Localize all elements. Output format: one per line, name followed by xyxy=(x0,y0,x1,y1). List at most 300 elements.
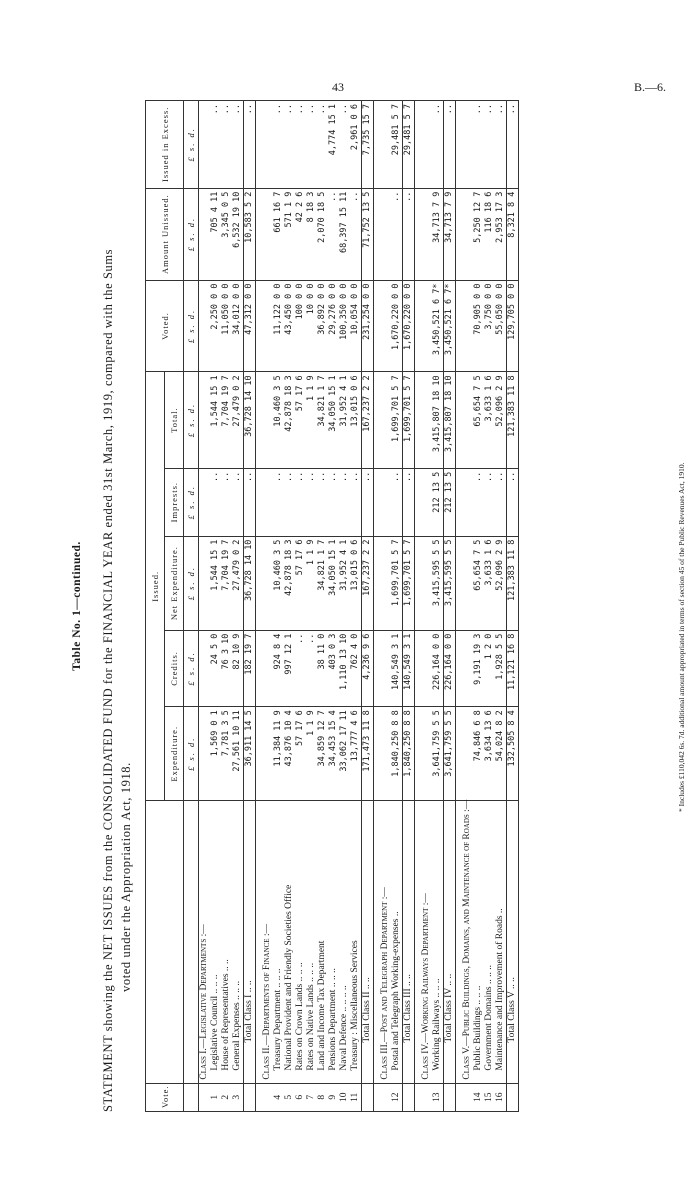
excess-cell: .. xyxy=(444,101,456,189)
voted-cell: 129,705 0 0 xyxy=(507,280,519,372)
table-row xyxy=(317,101,328,1112)
imprests-cell: .. xyxy=(273,468,284,536)
voted-cell: 2,250 0 0 xyxy=(210,280,221,372)
net-expenditure-cell xyxy=(262,536,273,630)
total-cell: 1,699,701 5 7 xyxy=(391,372,403,468)
vote-cell: 11 xyxy=(350,1083,362,1111)
net-expenditure-cell: 52,096 2 9 xyxy=(495,536,507,630)
imprests-cell: .. xyxy=(339,468,350,536)
unissued-cell: .. xyxy=(391,188,403,280)
vote-cell xyxy=(199,1083,211,1111)
voted-cell: 55,050 0 0 xyxy=(495,280,507,372)
excess-cell: .. xyxy=(244,101,256,189)
imprests-cell: .. xyxy=(495,468,507,536)
vote-cell: 12 xyxy=(391,1083,403,1111)
class-header-row xyxy=(380,101,391,1112)
expenditure-cell xyxy=(462,707,473,801)
unissued-cell: 3,345 0 5 xyxy=(221,188,232,280)
excess-cell: 29,481 5 7 xyxy=(391,101,403,189)
table-row xyxy=(273,101,284,1112)
vote-cell: 3 xyxy=(232,1083,244,1111)
class-header-row xyxy=(462,101,473,1112)
credits-cell: 226,164 0 0 xyxy=(444,630,456,707)
voted-cell: 231,254 0 0 xyxy=(362,280,374,372)
expenditure-cell: 7,781 3 5 xyxy=(221,707,232,801)
excess-cell: .. xyxy=(306,101,317,189)
imprests-cell: .. xyxy=(210,468,221,536)
expenditure-cell: 1 1 9 xyxy=(306,707,317,801)
total-row xyxy=(444,101,456,1112)
total-cell: 3,415,807 18 10 xyxy=(444,372,456,468)
voted-cell xyxy=(421,280,432,372)
expenditure-cell: 1,840,250 8 8 xyxy=(403,707,415,801)
description-cell: National Provident and Friendly Societies Office xyxy=(284,801,295,1083)
vote-cell xyxy=(362,1083,374,1111)
imprests-cell: .. xyxy=(328,468,339,536)
units-credits: £ s. d. xyxy=(184,630,199,707)
page-number: 43 xyxy=(332,80,344,94)
net-expenditure-cell: 1,699,701 5 7 xyxy=(391,536,403,630)
unissued-cell: 8 18 3 xyxy=(306,188,317,280)
header-description xyxy=(146,801,184,1083)
expenditure-cell: 74,846 6 8 xyxy=(473,707,484,801)
voted-cell: 100 0 0 xyxy=(295,280,306,372)
description-cell: Legislative Council .. .. .. xyxy=(210,801,221,1083)
voted-cell: 11,122 0 0 xyxy=(273,280,284,372)
header-credits: Credits. xyxy=(165,630,184,707)
expenditure-cell: 132,505 8 4 xyxy=(507,707,519,801)
vote-cell xyxy=(507,1083,519,1111)
expenditure-cell: 1,840,250 8 8 xyxy=(391,707,403,801)
total-cell: 167,237 2 2 xyxy=(362,372,374,468)
unissued-cell xyxy=(421,188,432,280)
units-expenditure: £ s. d. xyxy=(184,707,199,801)
net-expenditure-cell: 3,633 1 6 xyxy=(484,536,495,630)
vote-cell: 8 xyxy=(317,1083,328,1111)
excess-cell xyxy=(262,101,273,189)
credits-cell: 140,549 3 1 xyxy=(391,630,403,707)
net-expenditure-cell: 3,415,595 5 5 xyxy=(432,536,444,630)
credits-cell xyxy=(262,630,273,707)
net-expenditure-cell: 167,237 2 2 xyxy=(362,536,374,630)
unissued-cell xyxy=(462,188,473,280)
description-cell: Government Domains .. .. .. xyxy=(484,801,495,1083)
total-row xyxy=(403,101,415,1112)
description-cell: Total Class II .. .. xyxy=(362,801,374,1083)
excess-cell: .. xyxy=(495,101,507,189)
description-cell: Total Class V .. .. xyxy=(507,801,519,1083)
voted-cell: 36,892 0 0 xyxy=(317,280,328,372)
description-cell: Total Class III .. .. xyxy=(403,801,415,1083)
credits-cell: 1,110 13 10 xyxy=(339,630,350,707)
units-net-expenditure: £ s. d. xyxy=(184,536,199,630)
credits-cell: 11,121 16 8 xyxy=(507,630,519,707)
unissued-cell xyxy=(262,188,273,280)
imprests-cell: .. xyxy=(295,468,306,536)
total-cell: 1,699,701 5 7 xyxy=(403,372,415,468)
credits-cell: .. xyxy=(295,630,306,707)
table-row xyxy=(391,101,403,1112)
imprests-cell: .. xyxy=(244,468,256,536)
header-voted: Voted. xyxy=(146,280,184,372)
excess-cell: .. xyxy=(295,101,306,189)
voted-cell: 34,012 0 0 xyxy=(232,280,244,372)
vote-cell: 5 xyxy=(284,1083,295,1111)
description-cell: Rates on Crown Lands .. .. .. xyxy=(295,801,306,1083)
total-cell: 1 1 9 xyxy=(306,372,317,468)
imprests-cell: .. xyxy=(350,468,362,536)
excess-cell: .. xyxy=(273,101,284,189)
unissued-cell: 6,532 19 10 xyxy=(232,188,244,280)
unissued-cell: .. xyxy=(403,188,415,280)
header-issued-in-excess: Issued in Excess. xyxy=(146,101,184,189)
net-expenditure-cell: 121,383 11 8 xyxy=(507,536,519,630)
credits-cell: 24 5 0 xyxy=(210,630,221,707)
total-cell: 57 17 6 xyxy=(295,372,306,468)
vote-cell xyxy=(380,1083,391,1111)
net-expenditure-cell: 1 1 9 xyxy=(306,536,317,630)
voted-cell: 10 0 0 xyxy=(306,280,317,372)
description-cell: Public Buildings .. .. .. xyxy=(473,801,484,1083)
imprests-cell: .. xyxy=(403,468,415,536)
credits-cell: 38 11 0 xyxy=(317,630,328,707)
appropriation-table xyxy=(145,100,519,1112)
net-expenditure-cell xyxy=(199,536,211,630)
vote-cell xyxy=(244,1083,256,1111)
net-expenditure-cell: 13,015 0 6 xyxy=(350,536,362,630)
description-cell: Maintenance and Improvement of Roads .. xyxy=(495,801,507,1083)
table-title: Table No. 1—continued. xyxy=(71,541,83,671)
units-imprests: £ s. d. xyxy=(184,468,199,536)
expenditure-cell xyxy=(199,707,211,801)
net-expenditure-cell xyxy=(421,536,432,630)
net-expenditure-cell: 1,699,701 5 7 xyxy=(403,536,415,630)
credits-cell xyxy=(380,630,391,707)
total-cell: 36,728 14 10 xyxy=(244,372,256,468)
class-header-row xyxy=(421,101,432,1112)
voted-cell: 43,450 0 0 xyxy=(284,280,295,372)
credits-cell: 4,236 9 6 xyxy=(362,630,374,707)
vote-cell: 2 xyxy=(221,1083,232,1111)
total-cell: 34,050 15 1 xyxy=(328,372,339,468)
unissued-cell: .. xyxy=(350,188,362,280)
excess-cell: .. xyxy=(473,101,484,189)
expenditure-cell: 34,859 12 7 xyxy=(317,707,328,801)
voted-cell: 10,054 0 0 xyxy=(350,280,362,372)
units-excess: £ s. d. xyxy=(184,101,199,189)
imprests-cell: .. xyxy=(507,468,519,536)
imprests-cell xyxy=(462,468,473,536)
voted-cell: 29,276 0 0 xyxy=(328,280,339,372)
excess-cell: .. xyxy=(284,101,295,189)
net-expenditure-cell: 31,952 4 1 xyxy=(339,536,350,630)
net-expenditure-cell: 27,479 0 2 xyxy=(232,536,244,630)
unissued-cell: 71,752 13 5 xyxy=(362,188,374,280)
expenditure-cell: 3,641,759 5 5 xyxy=(444,707,456,801)
header-amount-unissued: Amount Unissued. xyxy=(146,188,184,280)
expenditure-cell xyxy=(262,707,273,801)
credits-cell: 82 10 9 xyxy=(232,630,244,707)
vote-cell: 6 xyxy=(295,1083,306,1111)
description-cell: Class I.—Legislative Departments :— xyxy=(199,801,211,1083)
excess-cell: 7,735 15 7 xyxy=(362,101,374,189)
unissued-cell: 571 1 9 xyxy=(284,188,295,280)
voted-cell: 47,312 0 0 xyxy=(244,280,256,372)
table-row xyxy=(295,101,306,1112)
imprests-cell: .. xyxy=(484,468,495,536)
credits-cell: 1,928 5 5 xyxy=(495,630,507,707)
excess-cell xyxy=(380,101,391,189)
credits-cell: 9,191 19 3 xyxy=(473,630,484,707)
description-cell: Total Class I .. .. xyxy=(244,801,256,1083)
net-expenditure-cell: 34,821 1 7 xyxy=(317,536,328,630)
total-cell: 13,015 0 6 xyxy=(350,372,362,468)
expenditure-cell xyxy=(380,707,391,801)
vote-cell: 13 xyxy=(432,1083,444,1111)
unissued-cell: 705 4 11 xyxy=(210,188,221,280)
excess-cell xyxy=(199,101,211,189)
table-row xyxy=(484,101,495,1112)
table-row xyxy=(432,101,444,1112)
statement-line-2: voted under the Appropriation Act, 1918. xyxy=(119,762,133,992)
voted-cell: 3,450,521 6 7* xyxy=(432,280,444,372)
unissued-cell: 661 16 7 xyxy=(273,188,284,280)
excess-cell: .. xyxy=(317,101,328,189)
description-cell: Total Class IV .. .. xyxy=(444,801,456,1083)
credits-cell: 1 2 0 xyxy=(484,630,495,707)
statement-line-1: STATEMENT showing the NET ISSUES from the CONSOLIDATED FUND for the FINANCIAL YEAR ended 31st March, 1919, compared with the Sums xyxy=(101,248,115,1112)
net-expenditure-cell: 10,460 3 5 xyxy=(273,536,284,630)
total-cell: 7,704 19 7 xyxy=(221,372,232,468)
vote-cell xyxy=(462,1083,473,1111)
description-cell: Naval Defence .. .. .. .. xyxy=(339,801,350,1083)
header-vote: Vote. xyxy=(146,1083,184,1111)
imprests-cell: .. xyxy=(317,468,328,536)
expenditure-cell: 11,384 11 9 xyxy=(273,707,284,801)
imprests-cell: .. xyxy=(221,468,232,536)
header-imprests: Imprests. xyxy=(165,468,184,536)
vote-cell: 16 xyxy=(495,1083,507,1111)
unissued-cell xyxy=(199,188,211,280)
imprests-cell: 212 13 5 xyxy=(444,468,456,536)
class-header-row xyxy=(262,101,273,1112)
expenditure-cell: 13,777 4 6 xyxy=(350,707,362,801)
unissued-cell: 34,713 7 9 xyxy=(432,188,444,280)
table-row xyxy=(339,101,350,1112)
description-cell: Working Railways .. .. .. xyxy=(432,801,444,1083)
expenditure-cell: 27,561 10 11 xyxy=(232,707,244,801)
header-expenditure: Expenditure. xyxy=(165,707,184,801)
voted-cell xyxy=(262,280,273,372)
expenditure-cell: 1,569 0 1 xyxy=(210,707,221,801)
units-unissued: £ s. d. xyxy=(184,188,199,280)
net-expenditure-cell: 1,544 15 1 xyxy=(210,536,221,630)
credits-cell: 182 19 7 xyxy=(244,630,256,707)
vote-cell: 1 xyxy=(210,1083,221,1111)
units-vote xyxy=(184,1083,199,1111)
table-row xyxy=(284,101,295,1112)
excess-cell: 4,774 15 1 xyxy=(328,101,339,189)
imprests-cell: 212 13 5 xyxy=(432,468,444,536)
table-row xyxy=(473,101,484,1112)
total-row xyxy=(507,101,519,1112)
net-expenditure-cell: 42,878 18 3 xyxy=(284,536,295,630)
credits-cell: .. xyxy=(306,630,317,707)
excess-cell: 2,961 0 6 xyxy=(350,101,362,189)
excess-cell: .. xyxy=(210,101,221,189)
credits-cell: 76 3 10 xyxy=(221,630,232,707)
vote-cell: 14 xyxy=(473,1083,484,1111)
net-expenditure-cell: 57 17 6 xyxy=(295,536,306,630)
credits-cell: 924 8 4 xyxy=(273,630,284,707)
footnote: * Includes £110,042 6s. 7d. additional amount appropriated in terms of section 45 of the Public Revenues Act, 1910. xyxy=(677,462,686,812)
header-net-expenditure: Net Expenditure. xyxy=(165,536,184,630)
vote-cell xyxy=(403,1083,415,1111)
vote-cell xyxy=(262,1083,273,1111)
imprests-cell xyxy=(199,468,211,536)
excess-cell: .. xyxy=(221,101,232,189)
header-issued: Issued. xyxy=(146,372,165,801)
total-row xyxy=(362,101,374,1112)
voted-cell: 3,450,521 6 7* xyxy=(444,280,456,372)
units-voted: £ s. d. xyxy=(184,280,199,372)
class-header-row xyxy=(199,101,211,1112)
total-cell: 34,821 1 7 xyxy=(317,372,328,468)
credits-cell: 762 4 0 xyxy=(350,630,362,707)
excess-cell: 29,481 5 7 xyxy=(403,101,415,189)
table-row xyxy=(495,101,507,1112)
vote-cell: 4 xyxy=(273,1083,284,1111)
credits-cell: 140,549 3 1 xyxy=(403,630,415,707)
total-cell: 10,460 3 5 xyxy=(273,372,284,468)
net-expenditure-cell: 34,050 15 1 xyxy=(328,536,339,630)
unissued-cell xyxy=(380,188,391,280)
net-expenditure-cell: 65,654 7 5 xyxy=(473,536,484,630)
credits-cell: 403 0 3 xyxy=(328,630,339,707)
expenditure-cell: 34,453 15 4 xyxy=(328,707,339,801)
total-cell xyxy=(380,372,391,468)
vote-cell: 9 xyxy=(328,1083,339,1111)
unissued-cell: 68,397 15 11 xyxy=(339,188,350,280)
expenditure-cell: 3,634 13 6 xyxy=(484,707,495,801)
excess-cell: .. xyxy=(507,101,519,189)
unissued-cell: 8,321 8 4 xyxy=(507,188,519,280)
voted-cell: 3,750 0 0 xyxy=(484,280,495,372)
voted-cell: 1,670,220 0 0 xyxy=(391,280,403,372)
table-body xyxy=(199,101,519,1112)
expenditure-cell: 43,876 10 4 xyxy=(284,707,295,801)
units-description xyxy=(184,801,199,1083)
voted-cell: 1,670,220 0 0 xyxy=(403,280,415,372)
imprests-cell xyxy=(380,468,391,536)
description-cell: House of Representatives .. .. xyxy=(221,801,232,1083)
voted-cell xyxy=(199,280,211,372)
excess-cell: .. xyxy=(339,101,350,189)
vote-cell: 10 xyxy=(339,1083,350,1111)
vote-cell xyxy=(421,1083,432,1111)
total-cell: 3,633 1 6 xyxy=(484,372,495,468)
net-expenditure-cell xyxy=(380,536,391,630)
imprests-cell: .. xyxy=(362,468,374,536)
credits-cell: 997 12 1 xyxy=(284,630,295,707)
table-row xyxy=(306,101,317,1112)
total-cell xyxy=(262,372,273,468)
excess-cell xyxy=(421,101,432,189)
total-cell: 27,479 0 2 xyxy=(232,372,244,468)
vote-cell xyxy=(444,1083,456,1111)
net-expenditure-cell: 7,704 19 7 xyxy=(221,536,232,630)
statement-heading xyxy=(99,100,135,1112)
credits-cell xyxy=(462,630,473,707)
expenditure-cell: 57 17 6 xyxy=(295,707,306,801)
imprests-cell: .. xyxy=(473,468,484,536)
total-cell: 121,383 11 8 xyxy=(507,372,519,468)
excess-cell: .. xyxy=(484,101,495,189)
imprests-cell xyxy=(262,468,273,536)
table-row xyxy=(232,101,244,1112)
voted-cell xyxy=(380,280,391,372)
description-cell: Rates on Native Lands .. .. .. xyxy=(306,801,317,1083)
credits-cell xyxy=(199,630,211,707)
description-cell: Treasury : Miscellaneous Services xyxy=(350,801,362,1083)
description-cell: General Expenses .. .. .. xyxy=(232,801,244,1083)
imprests-cell: .. xyxy=(284,468,295,536)
credits-cell xyxy=(421,630,432,707)
imprests-cell: .. xyxy=(391,468,403,536)
imprests-cell: .. xyxy=(232,468,244,536)
table-row xyxy=(221,101,232,1112)
unissued-cell: 5,250 12 7 xyxy=(473,188,484,280)
description-cell: Pensions Department .. .. .. xyxy=(328,801,339,1083)
unissued-cell: 2,070 18 5 xyxy=(317,188,328,280)
description-cell: Land and Income Tax Department xyxy=(317,801,328,1083)
description-cell: Postal and Telegraph Working-expenses .. xyxy=(391,801,403,1083)
voted-cell: 11,050 0 0 xyxy=(221,280,232,372)
imprests-cell xyxy=(421,468,432,536)
header-total: Total. xyxy=(165,372,184,468)
net-expenditure-cell: 36,728 14 10 xyxy=(244,536,256,630)
vote-cell: 7 xyxy=(306,1083,317,1111)
expenditure-cell: 171,473 11 8 xyxy=(362,707,374,801)
page-code: B.—6. xyxy=(634,80,667,94)
unissued-cell: 2,953 17 3 xyxy=(495,188,507,280)
total-cell xyxy=(199,372,211,468)
total-cell: 3,415,807 18 10 xyxy=(432,372,444,468)
unissued-cell: 42 2 6 xyxy=(295,188,306,280)
unissued-cell: 116 18 6 xyxy=(484,188,495,280)
expenditure-cell: 36,911 14 5 xyxy=(244,707,256,801)
expenditure-cell: 3,641,759 5 5 xyxy=(432,707,444,801)
total-cell: 1,544 15 1 xyxy=(210,372,221,468)
expenditure-cell: 33,062 17 11 xyxy=(339,707,350,801)
net-expenditure-cell: 3,415,595 5 5 xyxy=(444,536,456,630)
credits-cell: 226,164 0 0 xyxy=(432,630,444,707)
description-cell: Class IV.—Working Railways Department :— xyxy=(421,801,432,1083)
unissued-cell: 10,583 5 2 xyxy=(244,188,256,280)
voted-cell: 100,350 0 0 xyxy=(339,280,350,372)
units-total: £ s. d. xyxy=(184,372,199,468)
total-row xyxy=(244,101,256,1112)
excess-cell: .. xyxy=(432,101,444,189)
vote-cell: 15 xyxy=(484,1083,495,1111)
net-expenditure-cell xyxy=(462,536,473,630)
rotated-table-page xyxy=(65,100,695,1112)
total-cell: 52,096 2 9 xyxy=(495,372,507,468)
description-cell: Class V.—Public Buildings, Domains, and Maintenance of Roads :— xyxy=(462,801,473,1083)
excess-cell: .. xyxy=(232,101,244,189)
unissued-cell: 34,713 7 9 xyxy=(444,188,456,280)
excess-cell xyxy=(462,101,473,189)
